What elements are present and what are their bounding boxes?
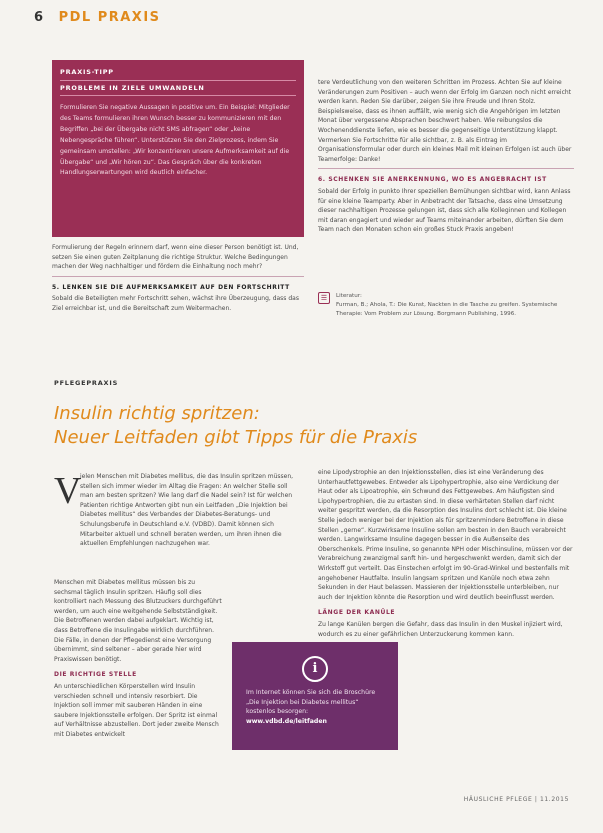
article-kicker: PFLEGEPRAXIS	[54, 379, 119, 387]
subheading-richtige-stelle: DIE RICHTIGE STELLE	[54, 671, 137, 679]
tip-heading: PROBLEME IN ZIELE UMWANDELN	[60, 84, 205, 92]
praxis-tipp-box	[52, 60, 304, 237]
article-title	[54, 402, 417, 450]
literature-label: Literatur:	[336, 293, 362, 299]
paragraph: ielen Menschen mit Diabetes mellitus, die das Insulin spritzen müssen, stellen sich immer wieder im Alltag die Fragen: An welcher Stelle soll man am besten spritzen? Wie lang darf die Nadel sein? Ist für welchen Patienten richtige Antworten gibt nun ein Leitfaden „Die Injektion bei Diabetes mellitus“ des Verbandes der Diabetes-Beratungs- und Schulungsberufe in Deutschland e.V. (VDBD). Damit können sich Mitarbeiter aktuell und schnell beraten werden, um ihren ihnen die aktuellen Empfehlungen nachzugehen war.	[80, 473, 294, 548]
section-heading-5: 5. LENKEN SIE DIE AUFMERKSAMKEIT AUF DEN FORTSCHRITT	[52, 283, 290, 291]
paragraph: An unterschiedlichen Körperstellen wird Insulin verschieden schnell und intensiv resorbiert. Die Injektion soll immer mit sauberen Händen in eine saubere Injektionsstelle erfolgen. Der Spritz ist einmal auf Verhältnisse abzustellen. Dort jeder zweite Mensch mit Diabetes entwickelt	[54, 682, 219, 738]
info-box	[232, 642, 398, 750]
drop-cap: V	[54, 470, 82, 512]
paragraph: Formulierung der Regeln erinnern darf, wenn eine dieser Person benötigt ist. Und, setzen Sie einen guten Zeitplanung die richtige Struktur. Welche Bedingungen machen der Weg nachhaltiger und fördern die Einhaltung noch mehr?	[52, 244, 299, 271]
article-column-2	[318, 468, 574, 643]
left-column-top	[52, 243, 304, 318]
right-column-top	[318, 78, 574, 239]
paragraph: tere Verdeutlichung von den weiteren Schritten im Prozess. Achten Sie auf kleine Veränderungen zum Positiven – auch wenn der Erfolg im Ganzen noch nicht erreicht werden kann. Reden Sie darüber, zeigen Sie ihre Freude und Ihren Stolz. Beispielsweise, dass es ihnen auffällt, wie wenig sich die Angehörigen im letzten Monat über vergessene Absprachen beschwert haben. Wie reibungslos die Wochenenddienste liefen, wie es besser die gegenseitige Unterstützung klappt. Vermerken Sie Fortschritte für alle sichtbar, z. B. als Eintrag im Organisationsformular oder durch ein kleines Mail mit kleinen Erfolgen ist auch über Teamerfolge: Danke!	[318, 79, 572, 163]
tip-divider	[60, 95, 296, 96]
tip-body: Formulieren Sie negative Aussagen in positive um. Ein Beispiel: Mitglieder des Teams formulieren ihren Wunsch besser zu kommunizieren mit den Begriffen „bei der Übergabe nicht SMS abfragen“ oder „keine Nebengespräche führen“. Unterstützen Sie den Zielprozess, indem Sie gemeinsam umstellen: „Wir konzentrieren unsere Aufmerksamkeit auf die Übergabe“ und „Wir hören zu“. Das Gespräch über die konkreten Handlungserwartungen wird deutlich einfacher.	[60, 104, 290, 177]
page-footer: HÄUSLICHE PFLEGE | 11.2015	[463, 796, 569, 803]
paragraph: eine Lipodystrophie an den Injektionsstellen, dies ist eine Veränderung des Unterhautfettgewebes. Entweder als Lipohypertrophie, also eine Verdickung der Haut oder als Lipoatrophie, ein Schwund des Fettgewebes. Am häufigsten sind Lipohypertrophien, die zu ertasten sind. In diese verhärteten Stellen darf nicht weiter gespritzt werden, da die Resorption des Insulins dort schlecht ist. Die kleine Stelle jedoch weniger bei der Injektion als für spritzenmindere Betroffene in diese Stellen „gerne“. Kurzwirksame Insuline sollen am besten in den Bauch verabreicht werden. Langwirksame Insuline dagegen besser in die Außenseite des Oberschenkels. Prime Insuline, so genannte NPH oder Mischinsuline, müssen vor der Verabreichung zwanzigmal sanft hin- und hergeschwenkt werden, damit sich der Wirkstoff gut verteilt. Das Einstechen erfolgt im 90-Grad-Winkel und bestenfalls mit angehobener Hautfalte. Insulin langsam spritzen und Kanüle noch etwa zehn Sekunden in der Haut belassen. Massieren der Injektionsstelle unterbleiben, nur auch der Injektion könnte die Resorption und wird deutlich beeinflusst werden.	[318, 469, 573, 601]
page-header	[34, 10, 161, 25]
tip-divider	[60, 80, 296, 81]
paragraph: Menschen mit Diabetes mellitus müssen bis zu sechsmal täglich Insulin spritzen. Häufig soll dies kontrolliert nach Messung des Blutzuckers durchgeführt werden, um auch eine weitgehende Selbstständigkeit. Die Betroffenen werden dabei aufgeklart. Wichtig ist, dass Betroffene die Insulingabe wirklich durchführen. Die Fälle, in denen der Pflegedienst eine Versorgung übernimmt, sind seltener – aber gerade hier wird Praxiswissen benötigt.	[54, 579, 222, 663]
title-line-1: Insulin richtig spritzen:	[54, 403, 260, 424]
tip-tag: PRAXIS-TIPP	[60, 68, 114, 76]
article-intro-indent	[80, 472, 302, 553]
info-text: Im Internet können Sie sich die Broschüre „Die Injektion bei Diabetes mellitus“ kostenlos besorgen:	[246, 689, 376, 715]
literature-text: Furman, B.; Ahola, T.: Die Kunst, Nackten in die Tasche zu greifen. Systemische Therapie: Vom Problem zur Lösung. Borgmann Publishing, 1996.	[336, 302, 558, 317]
section-divider	[318, 168, 574, 169]
section-heading-6: 6. SCHENKEN SIE ANERKENNUNG, WO ES ANGEBRACHT IST	[318, 176, 547, 184]
info-icon: i	[302, 656, 328, 682]
title-line-2: Neuer Leitfaden gibt Tipps für die Praxis	[54, 427, 418, 448]
paragraph: Sobald die Beteiligten mehr Fortschritt sehen, wächst ihre Überzeugung, dass das Ziel erreichbar ist, und die Bereitschaft zum Weitermachen.	[52, 295, 299, 312]
section-title: PDL PRAXIS	[58, 10, 161, 25]
paragraph: Zu lange Kanülen bergen die Gefahr, dass das Insulin in den Muskel injiziert wird, wodurch es zu einer gefährlichen Unterzuckerung kommen kann.	[318, 620, 563, 638]
book-icon: ☰	[318, 292, 330, 304]
section-divider	[52, 276, 304, 277]
paragraph: Sobald der Erfolg in punkto Ihrer speziellen Bemühungen sichtbar wird, kann Anlass für eine kleine Teamparty. Aber in Anbetracht der Tatsache, dass eine Umsetzung dieser nachhaltigen Prozesse gelungen ist, dass sich alle Kolleginnen und Kollegen mit daran engagiert und wieder auf Teams miteinander arbeiten, dürften Sie dem Team nach den Monaten schon ein großes Stuck Praxis angeben!	[318, 187, 571, 234]
info-link[interactable]: www.vdbd.de/leitfaden	[246, 717, 327, 725]
subheading-laenge-kanuele: LÄNGE DER KANÜLE	[318, 609, 396, 617]
page-number: 6	[34, 10, 45, 25]
